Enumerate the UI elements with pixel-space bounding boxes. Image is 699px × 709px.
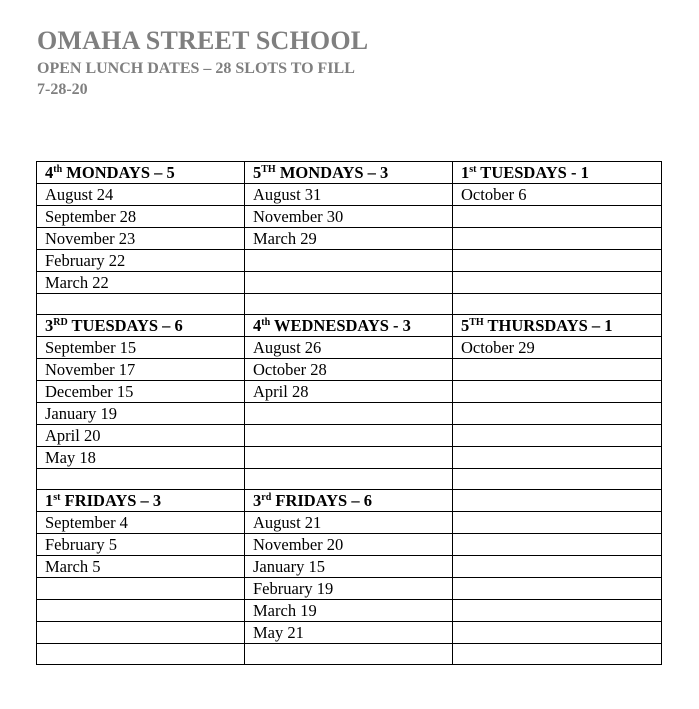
header-ordinal: st [53,492,61,503]
date-cell: February 5 [37,534,245,556]
date-cell: March 19 [245,600,453,622]
table-row [37,272,662,294]
table-row [37,184,662,206]
date-cell [245,250,453,272]
header-number: 4 [45,163,54,182]
header-number: 5 [461,316,470,335]
date-cell: April 28 [245,381,453,403]
header-ordinal: st [469,164,477,175]
date-cell [453,578,662,600]
date-cell [453,206,662,228]
table-row [37,447,662,469]
header-ordinal: th [53,164,63,175]
table-row [37,469,662,490]
column-header [245,490,453,512]
date-cell: January 19 [37,403,245,425]
school-name: OMAHA STREET SCHOOL [37,26,369,55]
header-label: TUESDAYS - 1 [476,163,589,182]
date-cell [453,469,662,490]
date-cell [245,447,453,469]
date-cell: May 18 [37,447,245,469]
header-label: THURSDAYS – 1 [483,316,613,335]
date-cell [453,425,662,447]
column-header [453,315,662,337]
table-row [37,228,662,250]
date-cell [245,644,453,665]
table-row [37,381,662,403]
table-row [37,622,662,644]
column-header [37,315,245,337]
date-cell [453,272,662,294]
date-cell [453,556,662,578]
date-cell: February 22 [37,250,245,272]
date-cell: February 19 [245,578,453,600]
header-label: TUESDAYS – 6 [67,316,183,335]
header-number: 3 [45,316,54,335]
date-cell [453,294,662,315]
document-subtitle: OPEN LUNCH DATES – 28 SLOTS TO FILL [37,60,355,77]
date-cell: August 24 [37,184,245,206]
column-header [453,162,662,184]
date-cell [245,272,453,294]
date-cell [245,469,453,490]
date-cell: April 20 [37,425,245,447]
table-row [37,644,662,665]
date-cell: October 29 [453,337,662,359]
header-label: MONDAYS – 3 [275,163,389,182]
header-ordinal: th [261,317,271,328]
header-ordinal: TH [469,317,484,328]
date-cell [453,622,662,644]
table-row [37,337,662,359]
date-cell: March 5 [37,556,245,578]
date-cell [37,644,245,665]
document-header [37,26,368,100]
table-row [37,600,662,622]
date-cell: November 20 [245,534,453,556]
date-cell [245,403,453,425]
date-cell [453,600,662,622]
date-cell: January 15 [245,556,453,578]
date-cell: November 17 [37,359,245,381]
date-cell: October 28 [245,359,453,381]
date-cell: October 6 [453,184,662,206]
date-cell [245,294,453,315]
date-cell [453,644,662,665]
section-header-row [37,490,662,512]
date-cell [453,228,662,250]
date-cell: September 4 [37,512,245,534]
date-cell [453,447,662,469]
column-header [245,162,453,184]
date-cell: November 30 [245,206,453,228]
date-cell: March 29 [245,228,453,250]
header-ordinal: TH [261,164,276,175]
date-cell [453,359,662,381]
table-row [37,425,662,447]
header-label: FRIDAYS – 3 [60,491,162,510]
table-row [37,294,662,315]
date-cell: November 23 [37,228,245,250]
table-row [37,359,662,381]
date-cell [37,578,245,600]
header-number: 1 [461,163,470,182]
date-cell: September 15 [37,337,245,359]
table-row [37,206,662,228]
date-cell: September 28 [37,206,245,228]
column-header [245,315,453,337]
column-header [37,162,245,184]
header-label: MONDAYS – 5 [62,163,175,182]
table-row [37,556,662,578]
date-cell: August 21 [245,512,453,534]
date-cell [37,600,245,622]
table-row [37,512,662,534]
date-cell: August 26 [245,337,453,359]
date-cell: December 15 [37,381,245,403]
date-cell: August 31 [245,184,453,206]
date-cell [453,250,662,272]
date-cell [453,534,662,556]
table-row [37,250,662,272]
table-row [37,578,662,600]
date-cell [453,512,662,534]
column-header [37,490,245,512]
header-label: FRIDAYS – 6 [271,491,372,510]
document-date: 7-28-20 [37,81,88,98]
header-label: WEDNESDAYS - 3 [270,316,411,335]
date-cell [37,294,245,315]
date-cell [37,622,245,644]
section-header-row [37,315,662,337]
date-cell [453,403,662,425]
header-number: 3 [253,491,262,510]
date-cell [453,381,662,403]
date-cell [37,469,245,490]
header-number: 4 [253,316,262,335]
table-row [37,403,662,425]
table-row [37,534,662,556]
section-header-row [37,162,662,184]
column-header [453,490,662,512]
header-ordinal: rd [261,492,272,503]
lunch-dates-table [36,161,662,665]
date-cell: March 22 [37,272,245,294]
date-cell [245,425,453,447]
header-number: 1 [45,491,54,510]
header-number: 5 [253,163,262,182]
date-cell: May 21 [245,622,453,644]
header-ordinal: RD [53,317,68,328]
